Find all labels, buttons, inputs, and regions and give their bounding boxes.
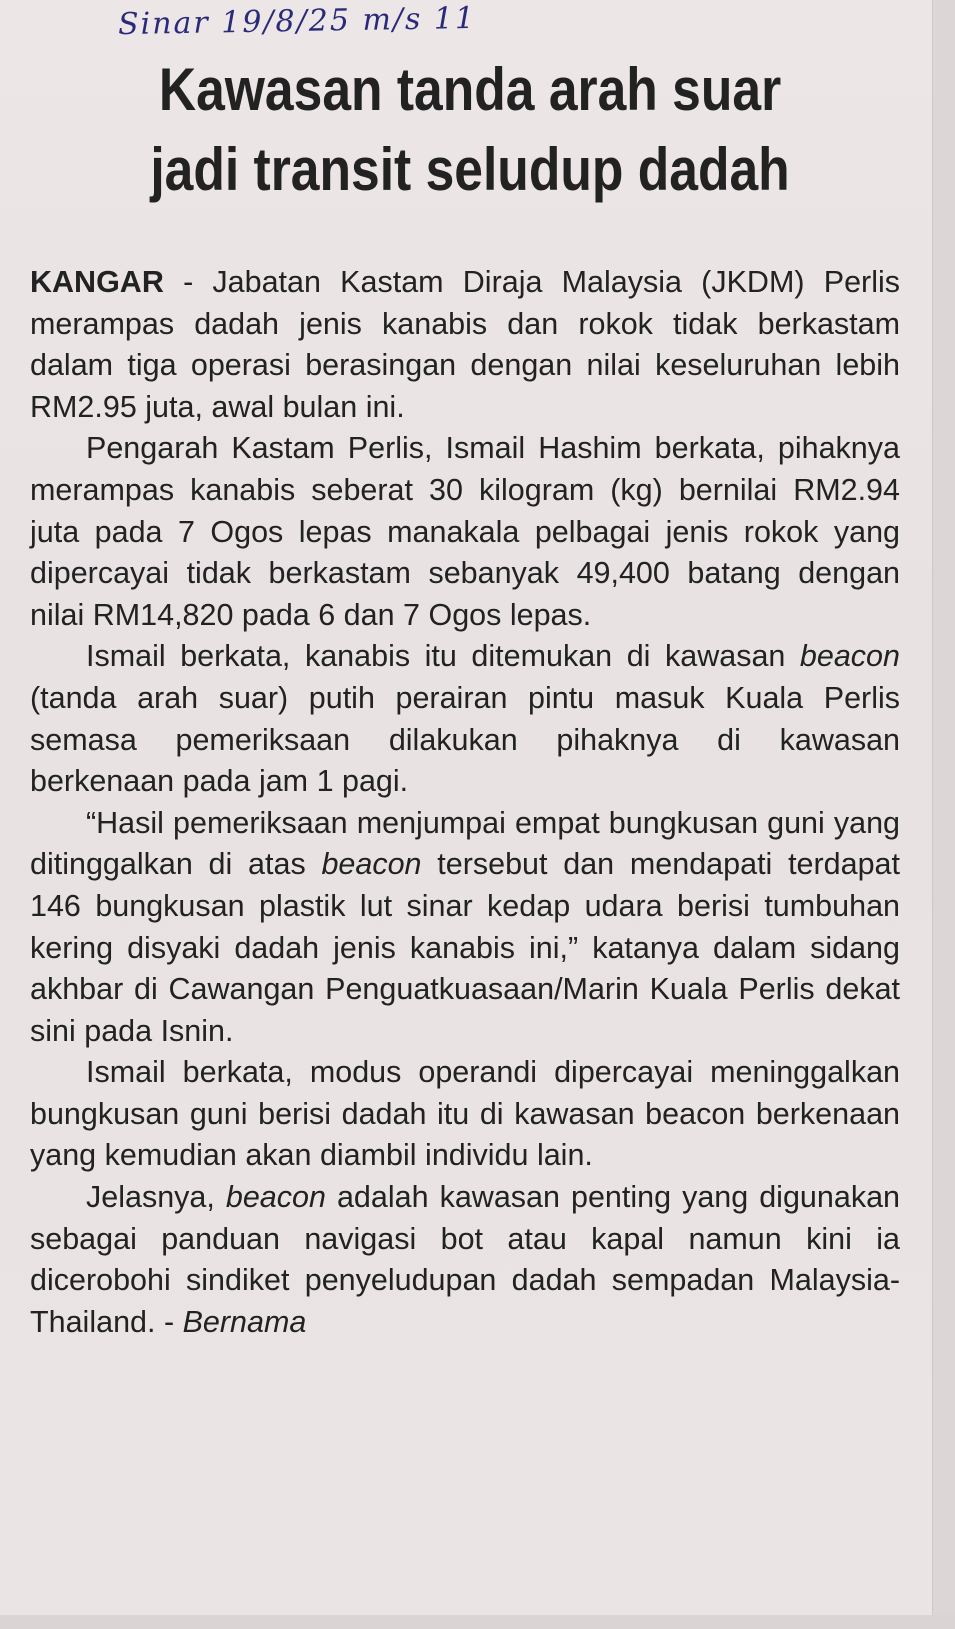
news-agency-credit: Bernama	[182, 1304, 307, 1339]
paragraph-5: Ismail berkata, modus operandi dipercayai meninggalkan bungkusan guni berisi dadah itu di kawasan beacon berkenaan yang kemudian akan diambil individu lain.	[30, 1055, 900, 1173]
paragraph-3-italic-term: beacon	[799, 639, 900, 674]
paragraph-6-text-a: Jelasnya,	[86, 1180, 226, 1215]
headline-line-1: Kawasan tanda arah suar	[158, 56, 782, 123]
paragraph-6-italic-term: beacon	[225, 1180, 326, 1215]
handwritten-source-note: Sinar 19/8/25 m/s 11	[117, 0, 477, 43]
paragraph-6-text-c: adalah kawasan penting yang digunakan sebagai panduan navigasi bot atau kapal namun kini ia dicerobohi sindiket penyeludupan dadah sempadan Malaysia-Thailand. -	[30, 1180, 900, 1339]
paragraph-4-text-c: tersebut dan mendapati terdapat 146 bungkusan plastik lut sinar kedap udara berisi tumbuhan kering disyaki dadah jenis kanabis ini,” katanya dalam sidang akhbar di Cawangan Penguatkuasaan/Marin Kuala Perlis dekat sini pada Isnin.	[30, 847, 900, 1048]
article-headline	[117, 50, 822, 210]
headline-line-2: jadi transit seludup dadah	[150, 136, 790, 203]
paragraph-3-text-c: (tanda arah suar) putih perairan pintu masuk Kuala Perlis semasa pemeriksaan dilakukan pihaknya di kawasan berkenaan pada jam 1 pagi.	[30, 680, 900, 799]
paragraph-1	[30, 262, 900, 428]
paragraph-2: Pengarah Kastam Perlis, Ismail Hashim berkata, pihaknya merampas kanabis seberat 30 kilogram (kg) bernilai RM2.94 juta pada 7 Ogos lepas manakala pelbagai jenis rokok yang dipercayai tidak berkastam sebanyak 49,400 batang dengan nilai RM14,820 pada 6 dan 7 Ogos lepas.	[30, 431, 900, 632]
paragraph-3	[30, 636, 900, 802]
paper-edge-right	[932, 0, 955, 1629]
paper-edge-bottom	[0, 1615, 955, 1629]
paragraph-4-italic-term: beacon	[321, 847, 422, 882]
paragraph-4-text-a: “Hasil pemeriksaan menjumpai empat bungkusan guni yang ditinggalkan di atas	[30, 805, 900, 882]
paragraph-6	[30, 1177, 900, 1343]
paragraph-1-text: - Jabatan Kastam Diraja Malaysia (JKDM) Perlis merampas dadah jenis kanabis dan rokok tidak berkastam dalam tiga operasi berasingan dengan nilai keseluruhan lebih RM2.95 juta, awal bulan ini.	[30, 265, 900, 424]
article-body	[30, 262, 900, 1343]
dateline: KANGAR	[30, 265, 164, 299]
paragraph-3-text-a: Ismail berkata, kanabis itu ditemukan di kawasan	[86, 639, 800, 674]
paragraph-4	[30, 803, 900, 1053]
